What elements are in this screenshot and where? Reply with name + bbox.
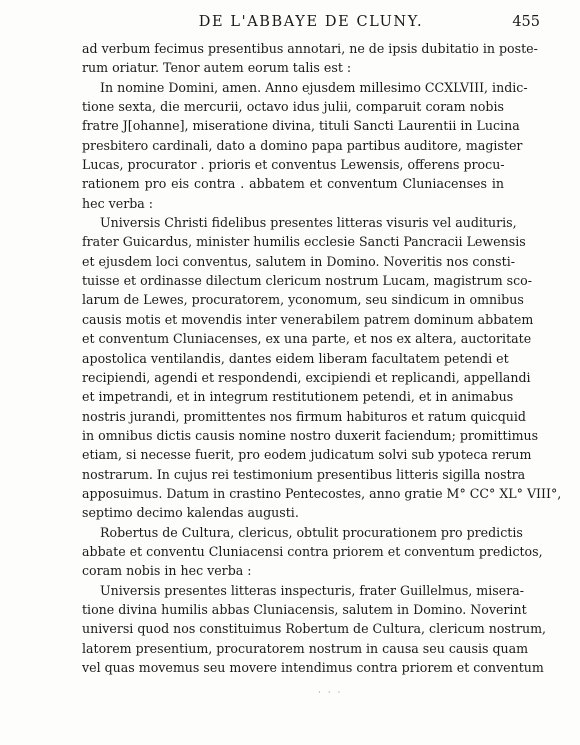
text-line: larum de Lewes, procuratorem, yconomum, seu sindicum in omnibus [82, 292, 524, 308]
text-line: presbitero cardinali, dato a domino papa partibus auditore, magister [82, 137, 523, 153]
text-line: septimo decimo kalendas augusti. [82, 505, 299, 521]
text-line: et ejusdem loci conventus, salutem in Domino. Noveritis nos consti- [82, 253, 515, 269]
text-line: universi quod nos constituimus Robertum de Cultura, clericum nostrum, [82, 621, 547, 637]
text-line: in omnibus dictis causis nomine nostro duxerit faciendum; promittimus [82, 427, 539, 443]
text-line: Universis presentes litteras inspecturis, frater Guillelmus, misera- [100, 582, 524, 598]
text-line: Universis Christi fidelibus presentes litteras visuris vel audituris, [100, 215, 517, 231]
text-line: apostolica ventilandis, dantes eidem liberam facultatem petendi et [82, 350, 509, 366]
text-line: tuisse et ordinasse dilectum clericum nostrum Lucam, magistrum sco- [82, 273, 532, 289]
text-line: nostrarum. In cujus rei testimonium presentibus litteris sigilla nostra [82, 466, 526, 482]
text-line: et conventum Cluniacenses, ex una parte, et nos ex altera, auctoritate [82, 331, 532, 347]
text-line: recipiendi, agendi et respondendi, excipiendi et replicandi, appellandi [82, 369, 531, 385]
running-header [82, 14, 540, 36]
text-line: nostris jurandi, promittentes nos firmum habituros et ratum quicquid [82, 408, 526, 424]
text-line: fratre J[ohanne], miseratione divina, tituli Sancti Laurentii in Lucina [82, 118, 520, 134]
text-line: tione divina humilis abbas Cluniacensis, salutem in Domino. Noverint [82, 601, 527, 617]
page-number: 455 [512, 14, 540, 30]
text-line: ad verbum fecimus presentibus annotari, ne de ipsis dubitatio in poste- [82, 41, 538, 56]
text-line: etiam, si necesse fuerit, pro eodem judicatum solvi sub ypoteca rerum [82, 447, 532, 463]
text-line: Lucas, procurator . prioris et conventus Lewensis, offerens procu- [82, 157, 505, 173]
text-line: hec verba : [82, 195, 154, 211]
text-line: rationem pro eis contra . abbatem et conventum Cluniacenses in [82, 176, 504, 192]
text-line: latorem presentium, procuratorem nostrum in causa seu causis quam [82, 640, 529, 656]
text-line: apposuimus. Datum in crastino Pentecostes, anno gratie M° CC° XL° VIII°, [82, 485, 562, 501]
text-line: coram nobis in hec verba : [82, 563, 252, 579]
text-line: et impetrandi, et in integrum restitutionem petendi, et in animabus [82, 389, 514, 405]
body-text [82, 39, 562, 677]
text-line: In nomine Domini, amen. Anno ejusdem millesimo CCXLVIII, indic- [100, 79, 528, 95]
text-line: causis motis et movendis inter venerabilem patrem dominum abbatem [82, 311, 534, 327]
text-line: frater Guicardus, minister humilis ecclesie Sancti Pancracii Lewensis [82, 234, 526, 250]
text-line: vel quas movemus seu movere intendimus contra priorem et conventum [82, 660, 544, 675]
footer-ornament: · · · [318, 688, 343, 698]
text-line: abbate et conventu Cluniacensi contra priorem et conventum predictos, [82, 543, 543, 559]
text-line: tione sexta, die mercurii, octavo idus julii, comparuit coram nobis [82, 99, 504, 115]
running-title: DE L'ABBAYE DE CLUNY. [198, 14, 424, 30]
text-line: rum oriatur. Tenor autem eorum talis est : [82, 60, 352, 76]
text-line: Robertus de Cultura, clericus, obtulit procurationem pro predictis [100, 524, 523, 540]
